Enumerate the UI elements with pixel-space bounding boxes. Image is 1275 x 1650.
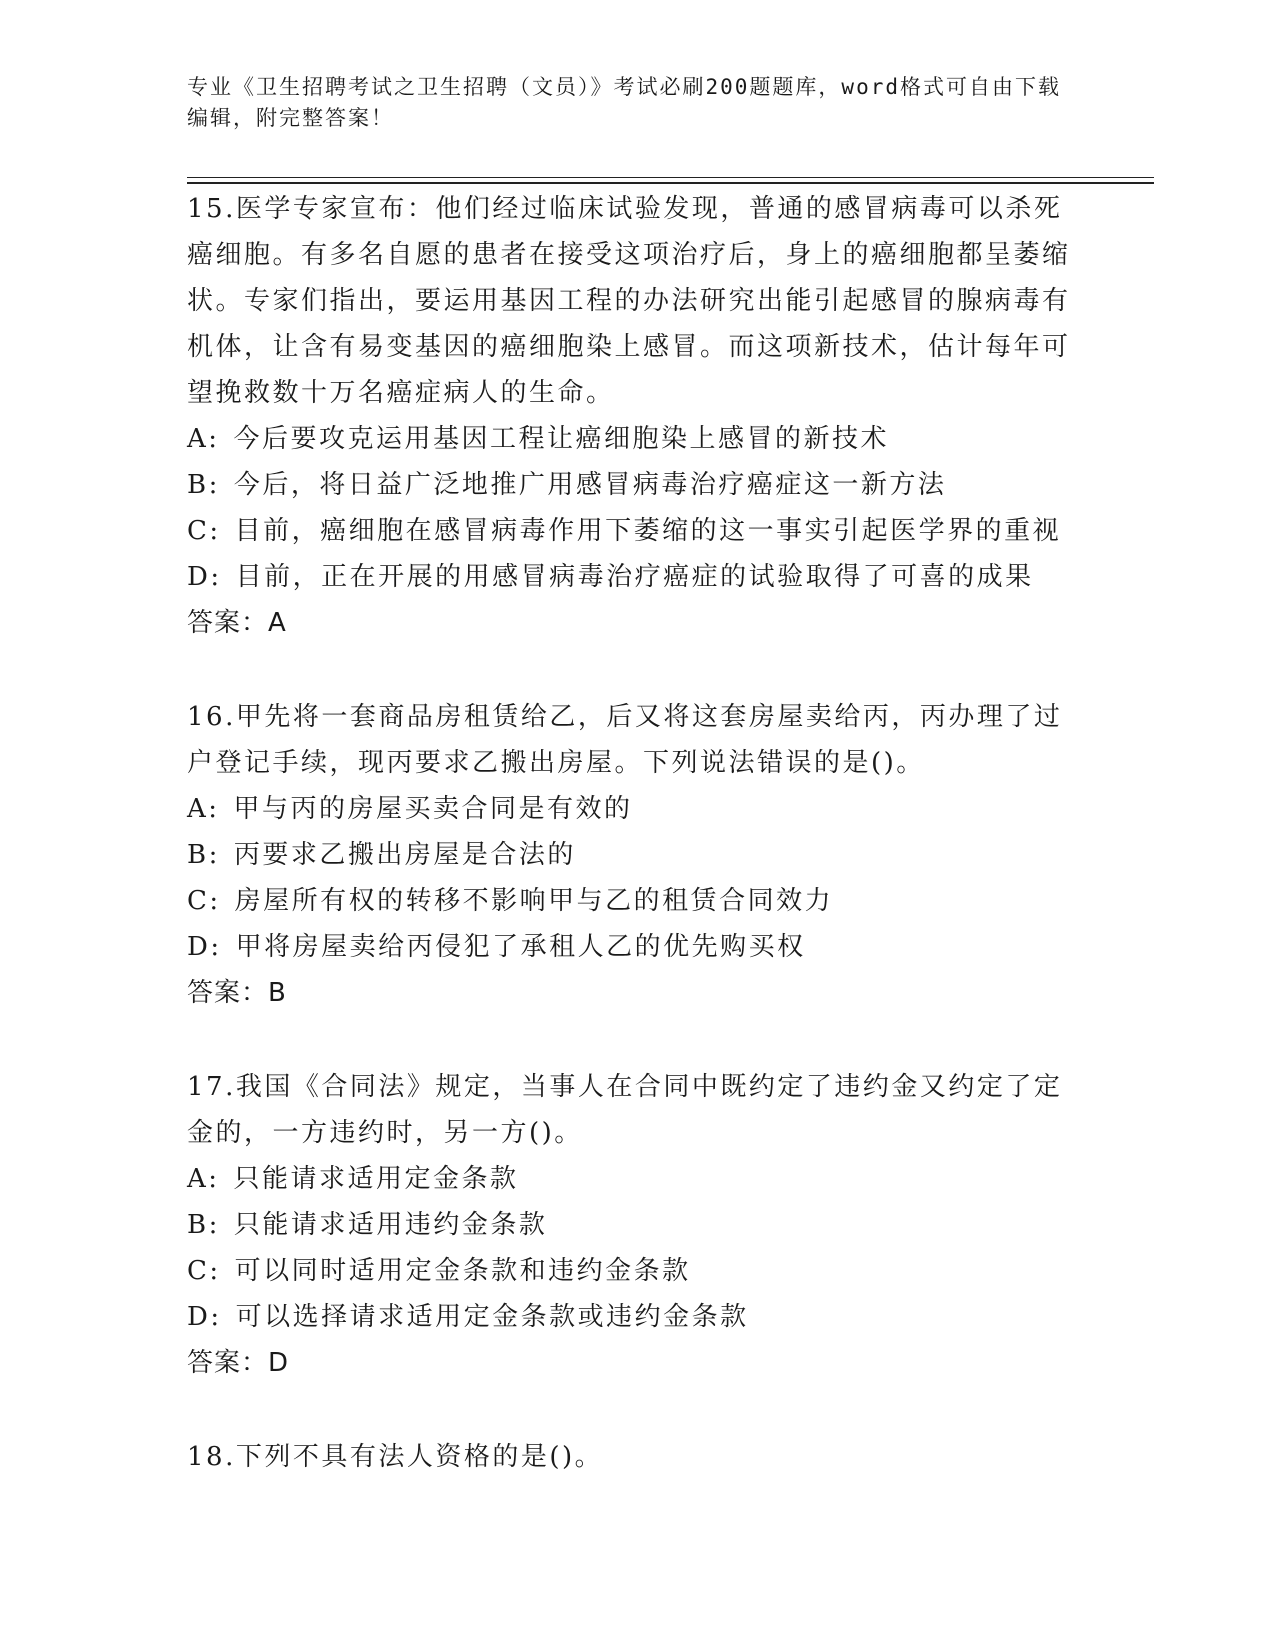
question-stem: 15.医学专家宣布：他们经过临床试验发现，普通的感冒病毒可以杀死癌细胞。有多名自愿的患者在接受这项治疗后，身上的癌细胞都呈萎缩状。专家们指出，要运用基因工程的办法研究出能引起感冒的腺病毒有机体，让含有易变基因的癌细胞染上感冒。而这项新技术，估计每年可望挽救数十万名癌症病人的生命。 bbox=[187, 194, 1071, 408]
option-text: 目前，正在开展的用感冒病毒治疗癌症的试验取得了可喜的成果 bbox=[235, 562, 1034, 592]
option-c bbox=[187, 508, 1087, 554]
question-list bbox=[187, 186, 1087, 1528]
answer-label: 答案：A bbox=[187, 608, 287, 638]
option-letter: C: bbox=[187, 516, 221, 546]
document-header: 专业《卫生招聘考试之卫生招聘（文员）》考试必刷200题题库，word格式可自由下载编辑，附完整答案！ bbox=[187, 75, 1061, 130]
option-letter: C: bbox=[187, 1256, 221, 1286]
question-stem: 18.下列不具有法人资格的是()。 bbox=[187, 1442, 604, 1472]
option-a bbox=[187, 786, 1087, 832]
option-c bbox=[187, 1248, 1087, 1294]
option-letter: D: bbox=[187, 1302, 222, 1332]
option-text: 可以选择请求适用定金条款或违约金条款 bbox=[235, 1302, 749, 1332]
question-17 bbox=[187, 1064, 1087, 1386]
answer-label: 答案：D bbox=[187, 1348, 290, 1378]
option-letter: A: bbox=[187, 1164, 220, 1194]
question-16 bbox=[187, 694, 1087, 1016]
header-divider-thick bbox=[187, 182, 1154, 184]
option-letter: B: bbox=[187, 840, 220, 870]
question-stem: 16.甲先将一套商品房租赁给乙，后又将这套房屋卖给丙，丙办理了过户登记手续，现丙要求乙搬出房屋。下列说法错误的是()。 bbox=[187, 702, 1063, 778]
option-text: 目前，癌细胞在感冒病毒作用下萎缩的这一事实引起医学界的重视 bbox=[234, 516, 1062, 546]
option-a bbox=[187, 1156, 1087, 1202]
option-letter: B: bbox=[187, 1210, 220, 1240]
question-stem: 17.我国《合同法》规定，当事人在合同中既约定了违约金又约定了定金的，一方违约时，另一方()。 bbox=[187, 1072, 1063, 1148]
option-letter: A: bbox=[187, 424, 220, 454]
header-divider-thin bbox=[187, 177, 1154, 178]
option-text: 房屋所有权的转移不影响甲与乙的租赁合同效力 bbox=[234, 886, 834, 916]
option-c bbox=[187, 878, 1087, 924]
option-a bbox=[187, 416, 1087, 462]
option-letter: D: bbox=[187, 932, 222, 962]
option-d bbox=[187, 554, 1087, 600]
option-text: 今后，将日益广泛地推广用感冒病毒治疗癌症这一新方法 bbox=[233, 470, 947, 500]
answer-label: 答案：B bbox=[187, 978, 287, 1008]
option-text: 只能请求适用违约金条款 bbox=[233, 1210, 548, 1240]
option-text: 丙要求乙搬出房屋是合法的 bbox=[233, 840, 576, 870]
question-18 bbox=[187, 1434, 1087, 1480]
option-letter: B: bbox=[187, 470, 220, 500]
option-b bbox=[187, 1202, 1087, 1248]
option-text: 今后要攻克运用基因工程让癌细胞染上感冒的新技术 bbox=[233, 424, 890, 454]
option-b bbox=[187, 832, 1087, 878]
option-letter: D: bbox=[187, 562, 222, 592]
option-d bbox=[187, 1294, 1087, 1340]
question-15 bbox=[187, 186, 1087, 646]
option-d bbox=[187, 924, 1087, 970]
option-text: 只能请求适用定金条款 bbox=[233, 1164, 519, 1194]
option-text: 可以同时适用定金条款和违约金条款 bbox=[234, 1256, 691, 1286]
option-letter: C: bbox=[187, 886, 221, 916]
option-text: 甲将房屋卖给丙侵犯了承租人乙的优先购买权 bbox=[235, 932, 806, 962]
option-letter: A: bbox=[187, 794, 220, 824]
option-b bbox=[187, 462, 1087, 508]
option-text: 甲与丙的房屋买卖合同是有效的 bbox=[233, 794, 633, 824]
